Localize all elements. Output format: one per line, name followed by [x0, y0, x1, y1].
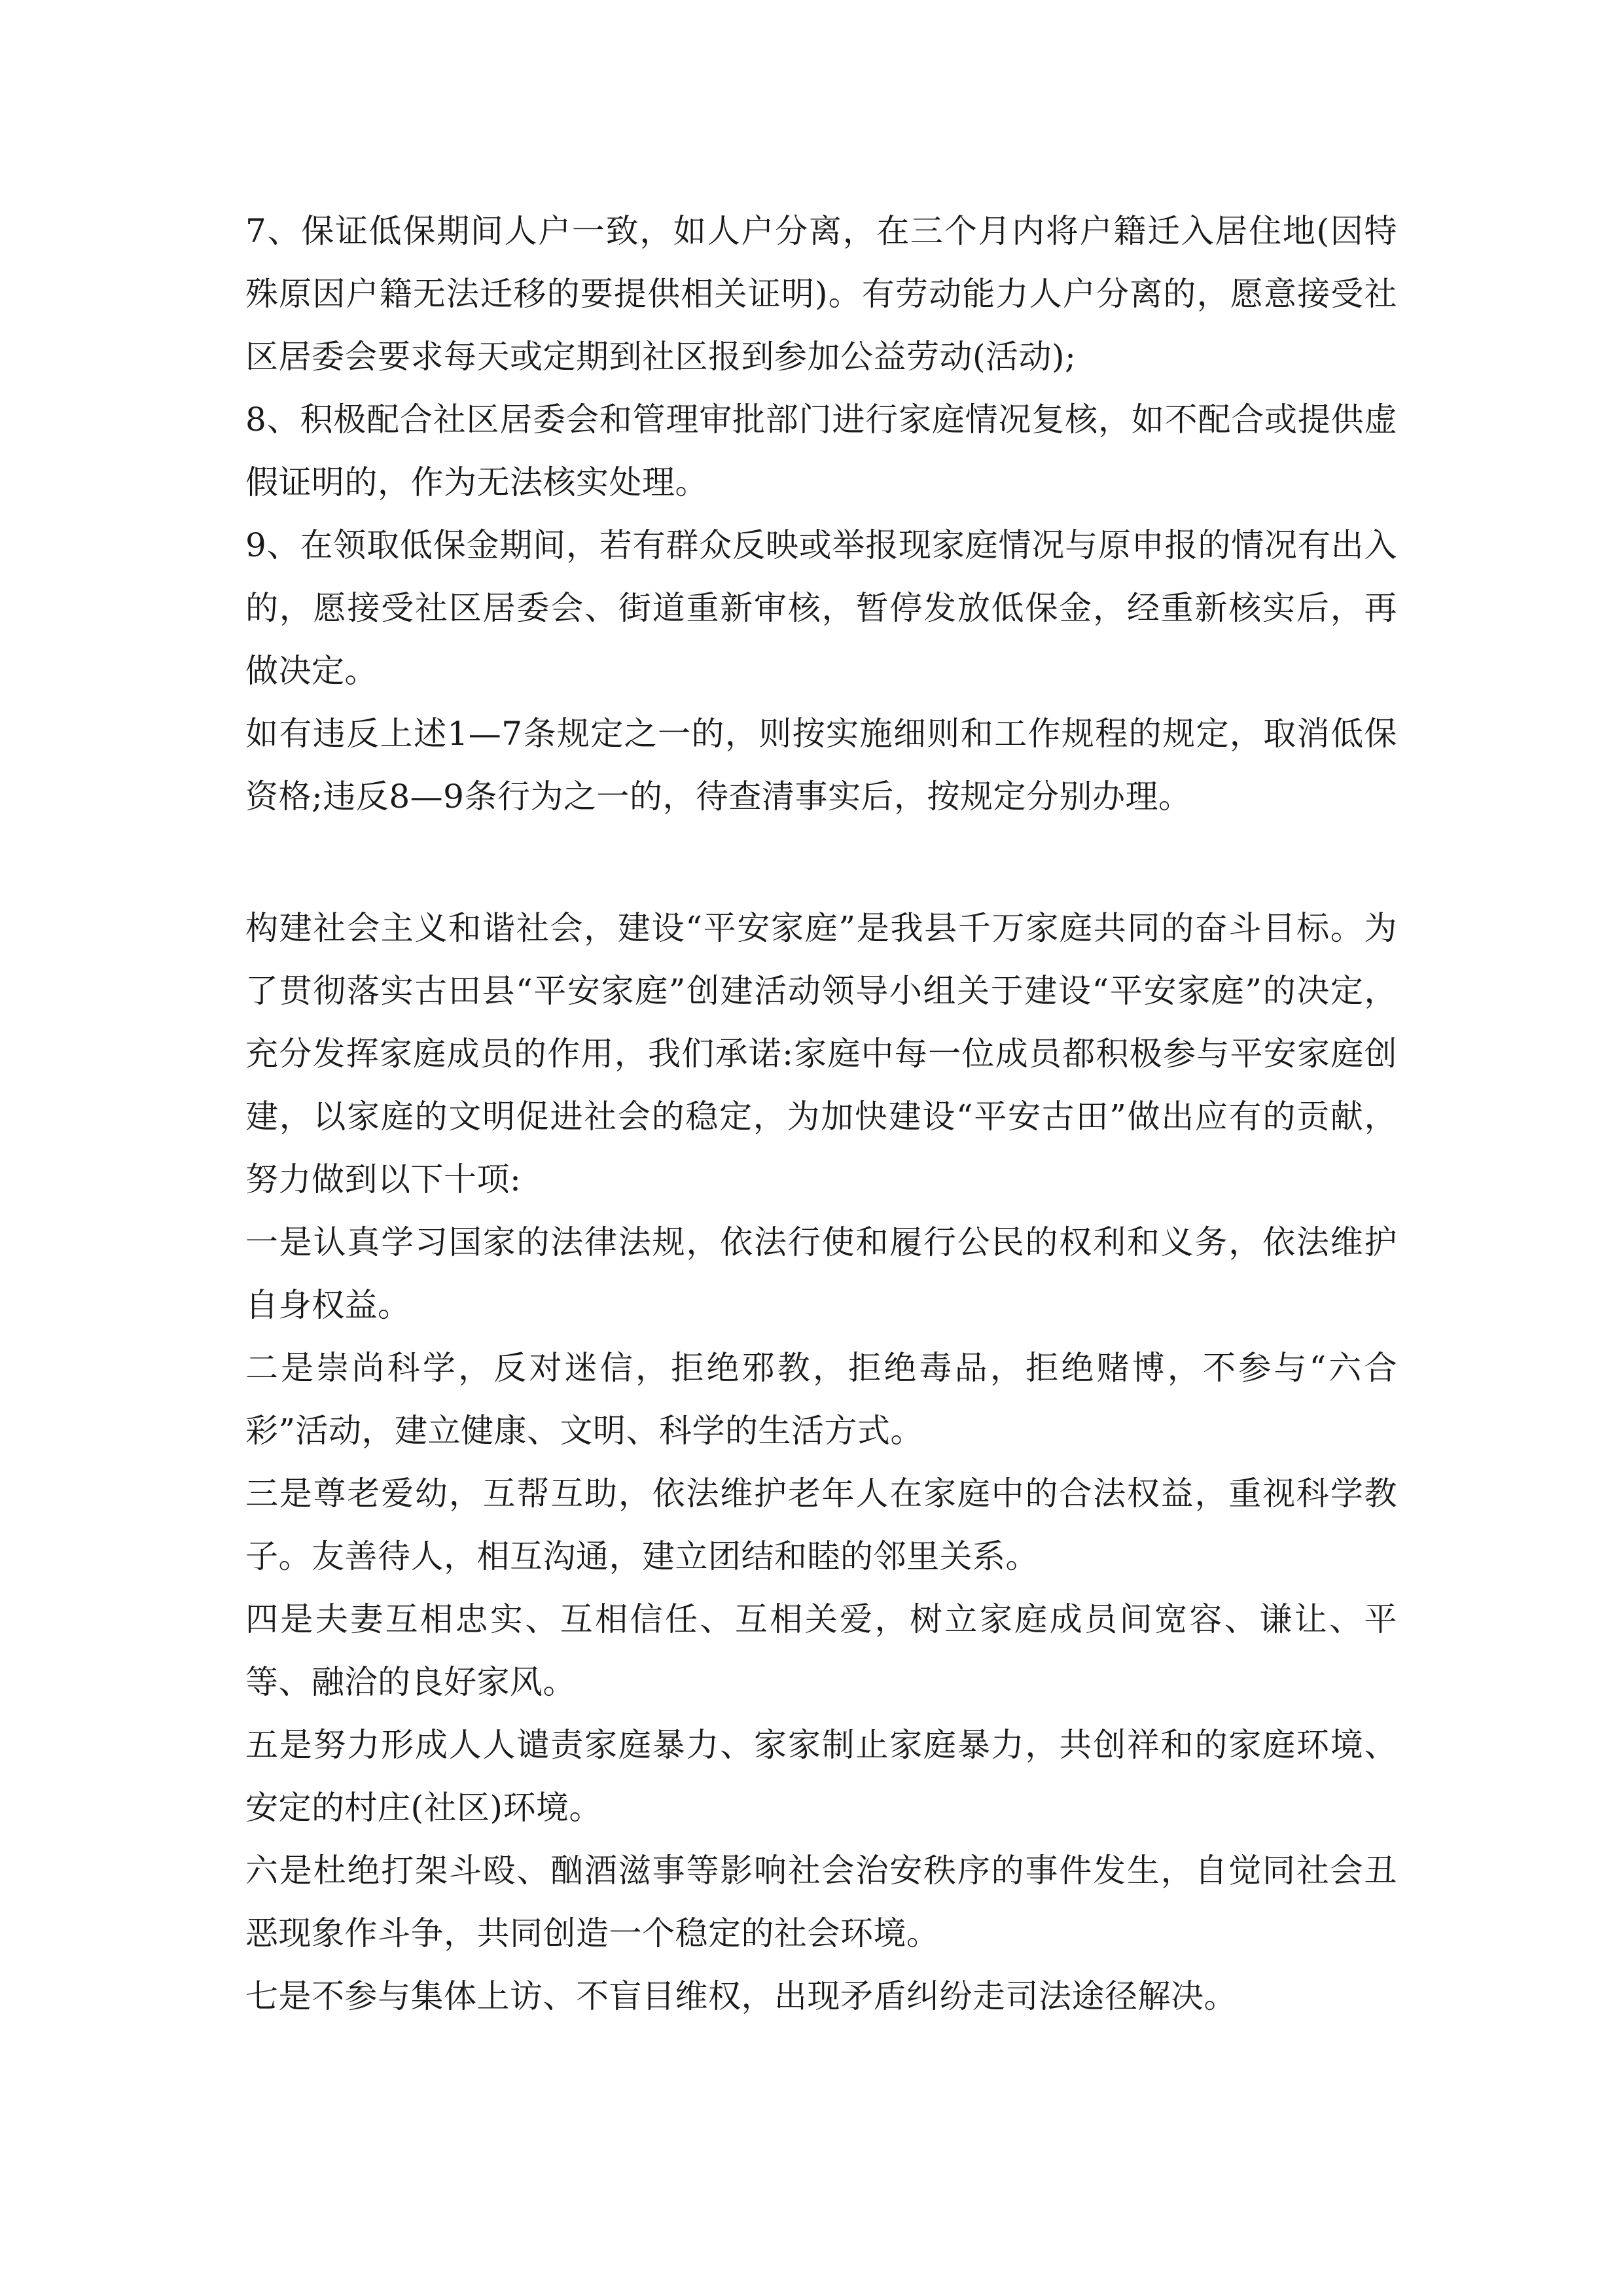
- paragraph-item-7: 7、保证低保期间人户一致，如人户分离，在三个月内将户籍迁入居住地(因特殊原因户籍无法迁移的要提供相关证明)。有劳动能力人户分离的，愿意接受社区居委会要求每天或定期到社区报到参加公益劳动(活动);: [245, 212, 1397, 376]
- paragraph-violation-rules: 如有违反上述1—7条规定之一的，则按实施细则和工作规程的规定，取消低保资格;违反8—9条行为之一的，待查清事实后，按规定分别办理。: [245, 715, 1397, 816]
- paragraph-pledge-6: 六是杜绝打架斗殴、酗酒滋事等影响社会治安秩序的事件发生，自觉同社会丑恶现象作斗争，共同创造一个稳定的社会环境。: [245, 1852, 1397, 1952]
- section-safe-family-pledge: [245, 897, 1397, 2028]
- paragraph-pledge-5: 五是努力形成人人谴责家庭暴力、家家制止家庭暴力，共创祥和的家庭环境、安定的村庄(社区)环境。: [245, 1726, 1397, 1827]
- paragraph-pledge-1: 一是认真学习国家的法律法规，依法行使和履行公民的权利和义务，依法维护自身权益。: [245, 1223, 1397, 1324]
- section-low-income-commitments: [245, 200, 1397, 828]
- paragraph-pledge-2: 二是崇尚科学，反对迷信，拒绝邪教，拒绝毒品，拒绝赌博，不参与“六合彩”活动，建立健康、文明、科学的生活方式。: [245, 1349, 1397, 1450]
- paragraph-pledge-4: 四是夫妻互相忠实、互相信任、互相关爱，树立家庭成员间宽容、谦让、平等、融洽的良好家风。: [245, 1600, 1397, 1701]
- paragraph-item-8: 8、积极配合社区居委会和管理审批部门进行家庭情况复核，如不配合或提供虚假证明的，作为无法核实处理。: [245, 401, 1397, 501]
- paragraph-pledge-3: 三是尊老爱幼，互帮互助，依法维护老年人在家庭中的合法权益，重视科学教子。友善待人，相互沟通，建立团结和睦的邻里关系。: [245, 1475, 1397, 1575]
- paragraph-pledge-intro: 构建社会主义和谐社会，建设“平安家庭”是我县千万家庭共同的奋斗目标。为了贯彻落实古田县“平安家庭”创建活动领导小组关于建设“平安家庭”的决定，充分发挥家庭成员的作用，我们承诺:家庭中每一位成员都积极参与平安家庭创建，以家庭的文明促进社会的稳定，为加快建设“平安古田”做出应有的贡献，努力做到以下十项:: [245, 909, 1397, 1198]
- paragraph-item-9: 9、在领取低保金期间，若有群众反映或举报现家庭情况与原申报的情况有出入的，愿接受社区居委会、街道重新审核，暂停发放低保金，经重新核实后，再做决定。: [245, 526, 1397, 690]
- paragraph-pledge-7: 七是不参与集体上访、不盲目维权，出现矛盾纠纷走司法途径解决。: [245, 1977, 1237, 2015]
